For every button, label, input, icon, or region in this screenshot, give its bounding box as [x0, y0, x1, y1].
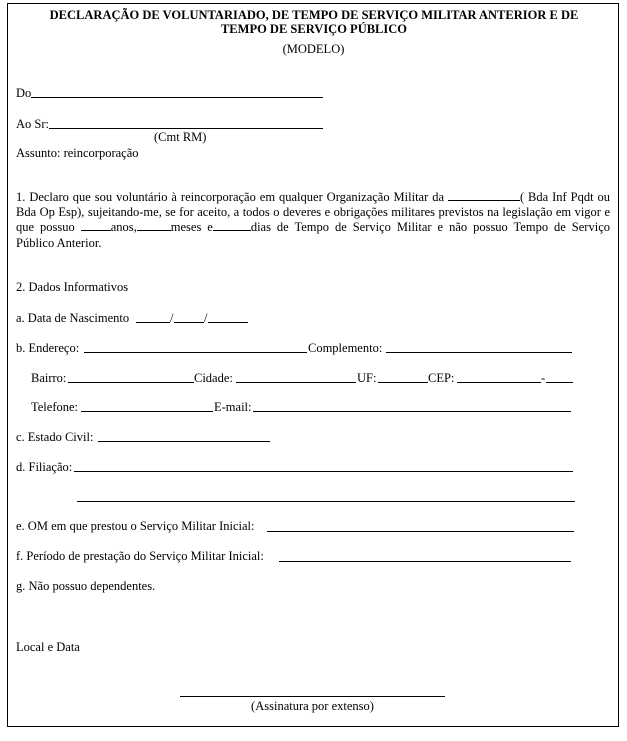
cmt-rm-label: (Cmt RM): [154, 130, 207, 144]
document-title-line1: DECLARAÇÃO DE VOLUNTARIADO, DE TEMPO DE SERVIÇO MILITAR ANTERIOR E DE: [49, 8, 579, 22]
do-label: Do: [16, 86, 32, 100]
document-frame: [7, 3, 619, 727]
assunto-label: Assunto: reincorporação: [16, 146, 139, 160]
estado-civil-field[interactable]: [98, 441, 270, 442]
email-label: E-mail:: [214, 400, 252, 414]
declaration-text-1: 1. Declaro que sou voluntário à reincorporação em qualquer Organização Militar da: [16, 190, 444, 204]
date-slash-1: /: [170, 311, 174, 325]
telefone-field[interactable]: [81, 411, 213, 412]
date-slash-2: /: [204, 311, 208, 325]
declaration-paragraph: [16, 190, 610, 251]
endereco-label: b. Endereço:: [16, 341, 80, 355]
dias-label: dias de Tempo de Serviço Militar e não possuo Tempo de Serviço Público Anterior.: [16, 220, 610, 250]
complemento-field[interactable]: [386, 352, 572, 353]
filiacao-field-1[interactable]: [74, 471, 573, 472]
bairro-field[interactable]: [68, 382, 194, 383]
telefone-label: Telefone:: [31, 400, 79, 414]
om-field[interactable]: [267, 531, 574, 532]
declaration-text-2: ( Bda Inf Pqdt ou Bda Op Esp), sujeitando-me, se for aceito, a todos o deveres e obrigações militares previstos na legislação em vigor e que possuo: [16, 190, 611, 235]
uf-label: UF:: [357, 371, 377, 385]
dias-field[interactable]: [213, 220, 251, 231]
meses-field[interactable]: [137, 220, 171, 231]
endereco-field[interactable]: [84, 352, 307, 353]
ao-sr-field[interactable]: [49, 128, 323, 129]
organizacao-militar-field[interactable]: [448, 190, 520, 201]
assinatura-label: (Assinatura por extenso): [251, 699, 374, 713]
cidade-label: Cidade:: [194, 371, 233, 385]
nascimento-year-field[interactable]: [208, 322, 248, 323]
cep-field-1[interactable]: [457, 382, 541, 383]
ao-sr-label: Ao Sr:: [16, 117, 49, 131]
bairro-label: Bairro:: [31, 371, 67, 385]
cep-dash: -: [541, 371, 546, 385]
om-label: e. OM em que prestou o Serviço Militar Inicial:: [16, 519, 255, 533]
nascimento-label: a. Data de Nascimento: [16, 311, 130, 325]
email-field[interactable]: [253, 411, 571, 412]
nascimento-day-field[interactable]: [136, 322, 170, 323]
anos-field[interactable]: [81, 220, 111, 231]
document-title-line2: TEMPO DE SERVIÇO PÚBLICO: [220, 22, 408, 36]
anos-label: anos,: [110, 220, 137, 235]
filiacao-field-2[interactable]: [77, 501, 575, 502]
dados-heading: 2. Dados Informativos: [16, 280, 129, 294]
modelo-label: (MODELO): [282, 42, 345, 56]
uf-field[interactable]: [378, 382, 428, 383]
meses-label: meses e: [170, 220, 213, 235]
periodo-field[interactable]: [279, 561, 571, 562]
filiacao-label: d. Filiação:: [16, 460, 73, 474]
complemento-label: Complemento:: [308, 341, 383, 355]
periodo-label: f. Período de prestação do Serviço Militar Inicial:: [16, 549, 264, 563]
estado-civil-label: c. Estado Civil:: [16, 430, 94, 444]
do-field[interactable]: [31, 97, 323, 98]
dependentes-label: g. Não possuo dependentes.: [16, 579, 156, 593]
cep-field-2[interactable]: [546, 382, 573, 383]
nascimento-month-field[interactable]: [174, 322, 204, 323]
cidade-field[interactable]: [236, 382, 356, 383]
cep-label: CEP:: [428, 371, 455, 385]
signature-line[interactable]: [180, 696, 445, 697]
local-data-label: Local e Data: [16, 640, 80, 654]
